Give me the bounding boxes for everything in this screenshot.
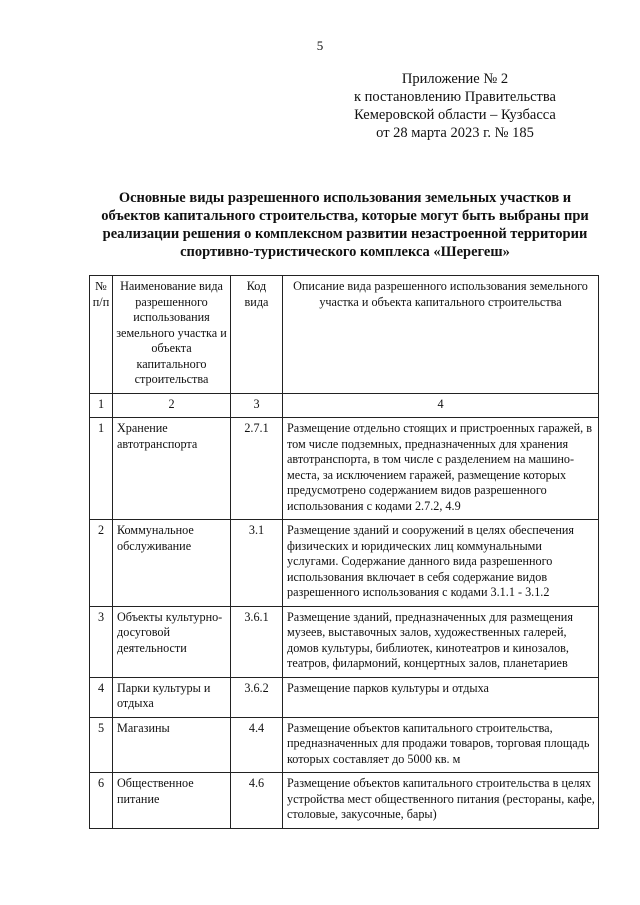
row-description: Размещение объектов капитального строительства в целях устройства мест общественного питания (рестораны, кафе, столовые, закусочные, бары) xyxy=(283,773,599,829)
table-row xyxy=(90,520,599,607)
row-num: 3 xyxy=(90,606,113,677)
table-row xyxy=(90,606,599,677)
row-num: 1 xyxy=(90,418,113,520)
column-index: 2 xyxy=(113,393,231,418)
document-title: Основные виды разрешенного использования земельных участков и объектов капитального строительства, которые могут быть выбраны при реализации решения о комплексном развитии незастроенной территории спортивно-туристического комплекса «Шерегеш» xyxy=(101,190,589,260)
row-num: 5 xyxy=(90,717,113,773)
header-description: Описание вида разрешенного использования земельного участка и объекта капитального строительства xyxy=(283,276,599,394)
appendix-line-1: Приложение № 2 xyxy=(401,71,509,87)
row-name: Общественное питание xyxy=(113,773,231,829)
row-num: 4 xyxy=(90,677,113,717)
header-num: № п/п xyxy=(90,276,113,394)
appendix-header xyxy=(340,70,570,142)
row-description: Размещение зданий, предназначенных для размещения музеев, выставочных залов, художественных галерей, домов культуры, библиотек, кинотеатров и кинозалов, театров, филармоний, концертных залов, планетариев xyxy=(283,606,599,677)
table-row xyxy=(90,418,599,520)
header-code: Код вида xyxy=(231,276,283,394)
column-index: 4 xyxy=(283,393,599,418)
table-row xyxy=(90,677,599,717)
row-name: Коммунальное обслуживание xyxy=(113,520,231,607)
appendix-line-3: Кемеровской области – Кузбасса xyxy=(354,107,556,123)
row-description: Размещение объектов капитального строительства, предназначенных для продажи товаров, торговая площадь которых составляет до 5000 кв. м xyxy=(283,717,599,773)
column-index-row xyxy=(90,393,599,418)
row-description: Размещение парков культуры и отдыха xyxy=(283,677,599,717)
row-code: 3.6.2 xyxy=(231,677,283,717)
table-row xyxy=(90,717,599,773)
row-num: 2 xyxy=(90,520,113,607)
row-code: 2.7.1 xyxy=(231,418,283,520)
row-name: Парки культуры и отдыха xyxy=(113,677,231,717)
row-description: Размещение отдельно стоящих и пристроенных гаражей, в том числе подземных, предназначенных для хранения автотранспорта, в том числе с разделением на машино-места, за исключением гаражей, размещение которых предусмотрено содержанием видов разрешенного использования с кодами 2.7.2, 4.9 xyxy=(283,418,599,520)
appendix-line-4: от 28 марта 2023 г. № 185 xyxy=(376,125,534,141)
column-index: 1 xyxy=(90,393,113,418)
row-description: Размещение зданий и сооружений в целях обеспечения физических и юридических лиц коммунальными услугами. Содержание данного вида разрешенного использования включает в себя содержание видов разрешенного использования с кодами 3.1.1 - 3.1.2 xyxy=(283,520,599,607)
land-use-table xyxy=(89,275,599,829)
column-index: 3 xyxy=(231,393,283,418)
row-code: 3.6.1 xyxy=(231,606,283,677)
appendix-line-2: к постановлению Правительства xyxy=(354,89,556,105)
header-name: Наименование вида разрешенного использования земельного участка и объекта капитального строительства xyxy=(113,276,231,394)
row-name: Хранение автотранспорта xyxy=(113,418,231,520)
row-code: 4.4 xyxy=(231,717,283,773)
table-header-row xyxy=(90,276,599,394)
row-code: 4.6 xyxy=(231,773,283,829)
row-name: Магазины xyxy=(113,717,231,773)
row-code: 3.1 xyxy=(231,520,283,607)
row-name: Объекты культурно-досуговой деятельности xyxy=(113,606,231,677)
table-row xyxy=(90,773,599,829)
page-number: 5 xyxy=(316,38,324,53)
row-num: 6 xyxy=(90,773,113,829)
